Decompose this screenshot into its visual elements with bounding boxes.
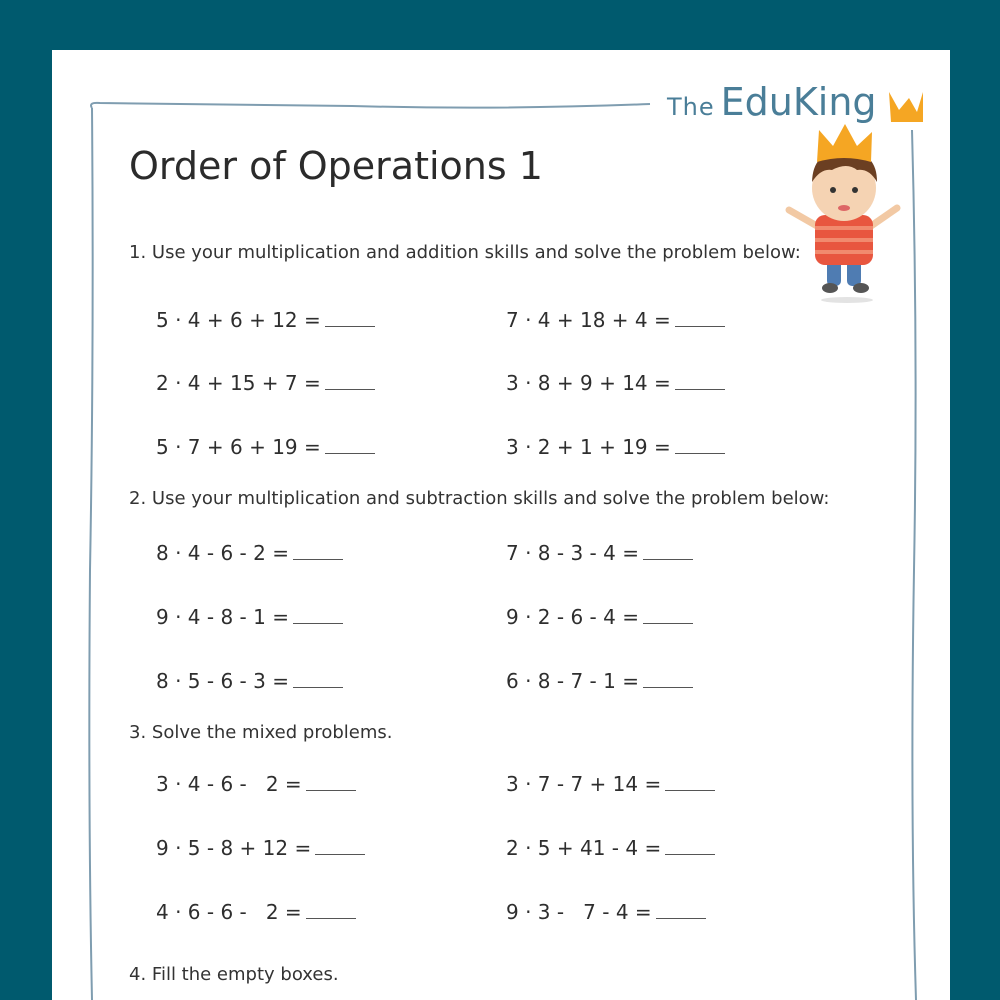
answer-blank[interactable] — [293, 543, 343, 560]
problem: 7 · 4 + 18 + 4 = — [506, 308, 725, 332]
answer-blank[interactable] — [675, 437, 725, 454]
problem: 3 · 7 - 7 + 14 = — [506, 772, 715, 796]
logo-brand: EduKing — [720, 80, 877, 124]
problem: 9 · 3 - 7 - 4 = — [506, 900, 706, 924]
answer-blank[interactable] — [665, 774, 715, 791]
answer-blank[interactable] — [675, 310, 725, 327]
problem: 2 · 4 + 15 + 7 = — [156, 371, 375, 395]
problem: 4 · 6 - 6 - 2 = — [156, 900, 356, 924]
answer-blank[interactable] — [306, 774, 356, 791]
problem: 3 · 8 + 9 + 14 = — [506, 371, 725, 395]
problem: 3 · 2 + 1 + 19 = — [506, 435, 725, 459]
logo-the: The — [667, 93, 715, 121]
answer-blank[interactable] — [315, 838, 365, 855]
section-4-instruction: 4. Fill the empty boxes. — [129, 964, 339, 985]
problem: 2 · 5 + 41 - 4 = — [506, 836, 715, 860]
problem: 8 · 5 - 6 - 3 = — [156, 669, 343, 693]
answer-blank[interactable] — [643, 671, 693, 688]
boy-mascot-icon — [777, 70, 927, 310]
problem: 6 · 8 - 7 - 1 = — [506, 669, 693, 693]
answer-blank[interactable] — [656, 902, 706, 919]
problem: 3 · 4 - 6 - 2 = — [156, 772, 356, 796]
worksheet-page — [52, 50, 950, 1000]
page-title: Order of Operations 1 — [129, 144, 543, 188]
answer-blank[interactable] — [293, 607, 343, 624]
answer-blank[interactable] — [325, 373, 375, 390]
problem: 5 · 4 + 6 + 12 = — [156, 308, 375, 332]
answer-blank[interactable] — [293, 671, 343, 688]
answer-blank[interactable] — [306, 902, 356, 919]
problem: 8 · 4 - 6 - 2 = — [156, 541, 343, 565]
answer-blank[interactable] — [325, 437, 375, 454]
problem: 7 · 8 - 3 - 4 = — [506, 541, 693, 565]
answer-blank[interactable] — [325, 310, 375, 327]
problem: 9 · 4 - 8 - 1 = — [156, 605, 343, 629]
problem: 5 · 7 + 6 + 19 = — [156, 435, 375, 459]
problem: 9 · 2 - 6 - 4 = — [506, 605, 693, 629]
answer-blank[interactable] — [643, 607, 693, 624]
answer-blank[interactable] — [675, 373, 725, 390]
answer-blank[interactable] — [665, 838, 715, 855]
section-1-instruction: 1. Use your multiplication and addition skills and solve the problem below: — [129, 242, 801, 263]
answer-blank[interactable] — [643, 543, 693, 560]
section-2-instruction: 2. Use your multiplication and subtraction skills and solve the problem below: — [129, 488, 830, 509]
problem: 9 · 5 - 8 + 12 = — [156, 836, 365, 860]
section-3-instruction: 3. Solve the mixed problems. — [129, 722, 393, 743]
